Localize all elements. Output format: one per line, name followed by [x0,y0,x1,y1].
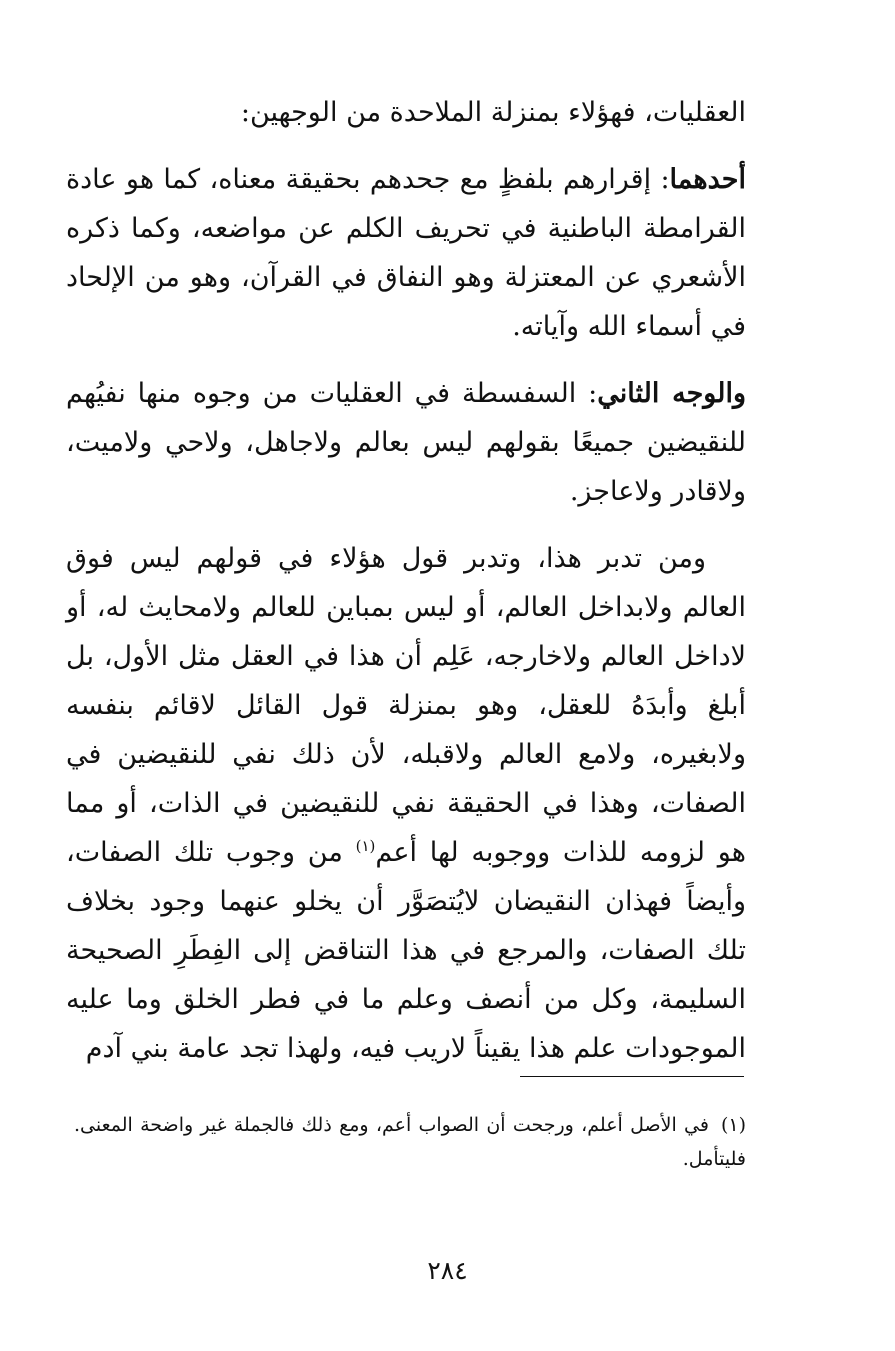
paragraph-2-text: : إقرارهم بلفظٍ مع جحدهم بحقيقة معناه، كما هو عادة القرامطة الباطنية في تحريف الكلم عن مواضعه، وكما ذكره الأشعري عن المعتزلة وهو النفاق في القرآن، وهو من الإلحاد في أسماء الله وآياته. [66,164,746,342]
paragraph-3-lead: والوجه الثاني [597,378,746,409]
paragraph-4-text-after: من وجوب تلك الصفات، وأيضاً فهذان النقيضان لايُتصَوَّر أن يخلو عنهما وجود بخلاف تلك الصفات، والمرجع في هذا التناقض إلى الفِطَرِ الصحيحة السليمة، وكل من أنصف وعلم ما في فطر الخلق وما عليه الموجودات علم هذا يقيناً لاريب فيه، ولهذا تجد عامة بني آدم [66,837,746,1064]
footnote-text: في الأصل أعلم، ورجحت أن الصواب أعم، ومع ذلك فالجملة غير واضحة المعنى. فليتأمل. [74,1114,746,1170]
footnote [74,1108,746,1176]
footnote-number: (١) [720,1114,746,1136]
paragraph-2 [66,155,746,351]
paragraph-1 [66,88,746,137]
page-number: ٢٨٤ [427,1256,468,1285]
paragraph-2-lead: أحدهما [669,164,746,195]
paragraph-3-text: : السفسطة في العقليات من وجوه منها نفيُهم للنقيضين جميعًا بقولهم ليس بعالم ولاجاهل، ولاحي ولاميت، ولاقادر ولاعاجز. [66,378,746,507]
paragraph-3 [66,369,746,516]
main-text [66,88,746,1073]
paragraph-4 [66,534,746,1073]
paragraph-4-text-before: ومن تدبر هذا، وتدبر قول هؤلاء في قولهم ليس فوق العالم ولابداخل العالم، أو ليس بمباين للعالم ولامحايث له، أو لاداخل العالم ولاخارجه، عَلِم أن هذا في العقل مثل الأول، بل أبلغ وأبدَهُ للعقل، وهو بمنزلة قول القائل لاقائم بنفسه ولابغيره، ولامع العالم ولاقبله، لأن ذلك نفي للنقيضين في الصفات، وهذا في الحقيقة نفي للنقيضين في الذات، أو مما هو لزومه للذات ووجوبه لها أعم [66,543,746,868]
footnote-reference: (١) [355,837,376,855]
paragraph-1-text: العقليات، فهؤلاء بمنزلة الملاحدة من الوجهين: [240,97,746,128]
footnote-divider [520,1076,744,1077]
